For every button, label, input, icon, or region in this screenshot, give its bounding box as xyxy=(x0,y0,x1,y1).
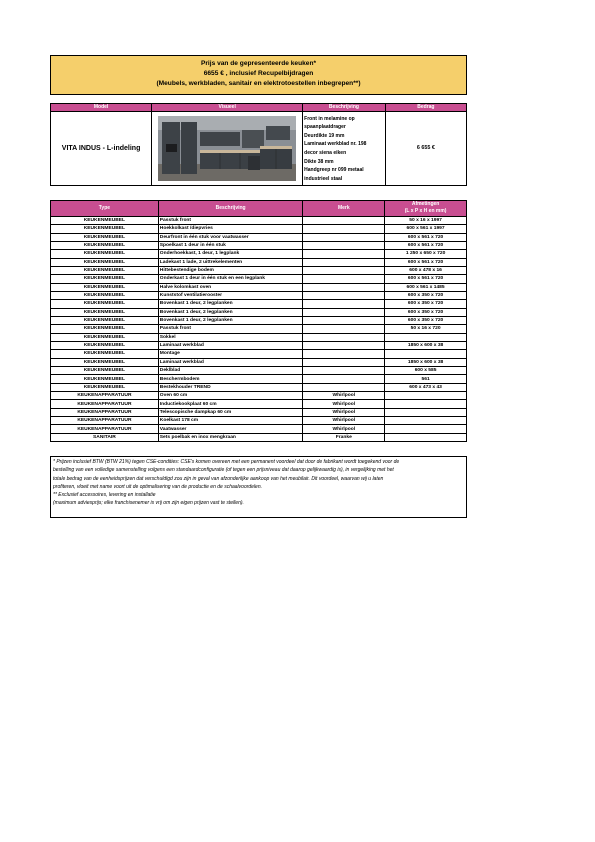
visual-cell xyxy=(152,112,303,186)
item-dimensions xyxy=(385,333,467,341)
item-dimensions: 600 x 561 x 720 xyxy=(385,241,467,249)
item-brand xyxy=(303,358,385,366)
item-type: KEUKENMEUBEL xyxy=(51,291,159,299)
table-row xyxy=(51,266,467,274)
item-dimensions: 600 x 350 x 720 xyxy=(385,300,467,308)
item-type: KEUKENMEUBEL xyxy=(51,283,159,291)
item-description: Koelkast 178 cm xyxy=(158,417,303,425)
item-description: Oven 60 cm xyxy=(158,392,303,400)
item-description: Onderkast 1 deur in één stuk en een legplank xyxy=(158,275,303,283)
table-row xyxy=(51,325,467,333)
item-description: Hittebestendige bodem xyxy=(158,266,303,274)
footnote-line: totale bedrag van de eenheidsprijzen dat verschuldigd zou zijn in geval van afzonderlijke aankoop van het meubilair. Dit voordeel, waarvan wij u laten xyxy=(53,475,384,482)
header-title: Prijs van de gepresenteerde keuken* xyxy=(200,60,317,67)
footnote-line: * Prijzen inclusief BTW (BTW 21%) tegen CSE-condities: CSE's komen overeen met een permanent voordeel dat door de fabrikant wordt toegekend voor de xyxy=(53,459,400,465)
table-row xyxy=(51,291,467,299)
item-dimensions: 600 x 350 x 720 xyxy=(385,308,467,316)
item-brand xyxy=(303,266,385,274)
dimensions-unit: (L x P x H en mm) xyxy=(404,208,447,215)
item-description: Halve kolomkast oven xyxy=(158,283,303,291)
item-type: KEUKENAPPARATUUR xyxy=(51,400,159,408)
item-description: Telescopische dampkap 60 cm xyxy=(158,408,303,416)
item-description: Deklblad xyxy=(158,367,303,375)
item-brand xyxy=(303,316,385,324)
item-dimensions xyxy=(385,400,467,408)
table-row xyxy=(51,433,467,441)
table-row xyxy=(51,383,467,391)
item-brand: Franke xyxy=(303,433,385,441)
item-description: Passtuk front xyxy=(158,325,303,333)
table-row xyxy=(51,408,467,416)
item-description: Sets poelbak en inox mengkraan xyxy=(158,433,303,441)
item-dimensions: 600 x 350 x 720 xyxy=(385,291,467,299)
item-type: KEUKENMEUBEL xyxy=(51,216,159,224)
item-dimensions xyxy=(385,350,467,358)
item-description: Hoekkolkast /diepvries xyxy=(158,225,303,233)
col-visual: Visueel xyxy=(152,104,303,112)
col-description: Beschrijving xyxy=(303,104,386,112)
item-brand: Whirlpool xyxy=(303,425,385,433)
item-description: Bovenkast 1 deur, 2 legplanken xyxy=(158,300,303,308)
item-description: Spoelkast 1 deur in één stuk xyxy=(158,241,303,249)
item-brand xyxy=(303,308,385,316)
item-description: Vaatwasser xyxy=(158,425,303,433)
item-dimensions: 600 x 473 x 43 xyxy=(385,383,467,391)
item-brand xyxy=(303,333,385,341)
item-brand xyxy=(303,350,385,358)
item-type: KEUKENMEUBEL xyxy=(51,325,159,333)
item-type: KEUKENMEUBEL xyxy=(51,300,159,308)
item-description: Ladekast 1 lade, 2 uittrekelementen xyxy=(158,258,303,266)
footnote-line: ** Exclusief accessoires, levering en installatie xyxy=(53,492,156,499)
table-row xyxy=(51,216,467,224)
item-type: KEUKENMEUBEL xyxy=(51,250,159,258)
item-dimensions: 1850 x 600 x 38 xyxy=(385,341,467,349)
item-dimensions: 1850 x 600 x 38 xyxy=(385,358,467,366)
item-type: KEUKENMEUBEL xyxy=(51,308,159,316)
footnote-line: profiteren, vloeit met name voort uit de optimalisering van de productie en de schaalvoordelen. xyxy=(53,483,263,490)
model-name: VITA INDUS - L-indeling xyxy=(51,112,152,186)
item-description: Sokkel xyxy=(158,333,303,341)
dimensions-label: Afmetingen xyxy=(411,201,440,207)
desc-line: Handgreep nr 099 metaal xyxy=(304,167,364,174)
item-dimensions xyxy=(385,433,467,441)
col-type: Type xyxy=(51,201,159,217)
item-description: Deurfront in één stuk voor vaatwasser xyxy=(158,233,303,241)
item-dimensions xyxy=(385,392,467,400)
footnotes xyxy=(50,456,467,518)
item-type: KEUKENAPPARATUUR xyxy=(51,417,159,425)
item-description: Laminaat werkblad xyxy=(158,358,303,366)
item-brand xyxy=(303,383,385,391)
desc-line: Front in melamine op xyxy=(304,115,355,122)
summary-row xyxy=(51,112,467,186)
table-row xyxy=(51,258,467,266)
item-description: Bovenkast 1 deur, 2 legplanken xyxy=(158,316,303,324)
item-dimensions: 600 x 561 x 720 xyxy=(385,258,467,266)
item-type: KEUKENMEUBEL xyxy=(51,350,159,358)
col-amount: Bedrag xyxy=(385,104,466,112)
item-dimensions xyxy=(385,408,467,416)
item-brand xyxy=(303,283,385,291)
item-brand xyxy=(303,258,385,266)
item-brand xyxy=(303,233,385,241)
item-type: KEUKENMEUBEL xyxy=(51,358,159,366)
item-dimensions: 600 x 585 xyxy=(385,367,467,375)
table-row xyxy=(51,300,467,308)
table-row xyxy=(51,358,467,366)
item-brand xyxy=(303,275,385,283)
col-brand: Merk xyxy=(303,201,385,217)
item-brand xyxy=(303,291,385,299)
item-dimensions: 561 xyxy=(385,375,467,383)
table-row xyxy=(51,333,467,341)
item-dimensions: 600 x 350 x 720 xyxy=(385,316,467,324)
item-dimensions: 600 x 561 x 720 xyxy=(385,233,467,241)
desc-line: Deurdikte 19 mm xyxy=(304,132,345,139)
desc-line: industrieel staal xyxy=(304,175,343,182)
col-description: Beschrijving xyxy=(158,201,303,217)
item-description: Passtuk front xyxy=(158,216,303,224)
item-brand xyxy=(303,225,385,233)
col-model: Model xyxy=(51,104,152,112)
table-row xyxy=(51,308,467,316)
table-row xyxy=(51,417,467,425)
item-dimensions xyxy=(385,417,467,425)
item-dimensions: 600 x 561 x 1997 xyxy=(385,225,467,233)
table-row xyxy=(51,275,467,283)
item-brand xyxy=(303,241,385,249)
table-row xyxy=(51,367,467,375)
header-inclusions: (Meubels, werkbladen, sanitair en elektrotoestellen inbegrepen**) xyxy=(156,80,361,87)
footnote-line: bestelling van een volledige samenstelling volgens een standaardconfiguratie (of tegen een prijsniveau dat daarop gelijkwaardig is), in vergelijking met het xyxy=(53,467,394,474)
price-header xyxy=(50,55,467,95)
item-type: KEUKENMEUBEL xyxy=(51,258,159,266)
item-type: KEUKENMEUBEL xyxy=(51,266,159,274)
items-header-row xyxy=(51,201,467,217)
table-row xyxy=(51,316,467,324)
item-dimensions: 600 x 478 x 16 xyxy=(385,266,467,274)
kitchen-image xyxy=(158,116,296,181)
item-description: Kunststof ventilatierooster xyxy=(158,291,303,299)
item-type: KEUKENMEUBEL xyxy=(51,241,159,249)
item-brand xyxy=(303,325,385,333)
item-dimensions: 600 x 561 x 720 xyxy=(385,275,467,283)
desc-line: Laminaat werkblad nr. 198 xyxy=(304,141,367,148)
col-dimensions xyxy=(385,201,467,217)
header-price: 6655 € , inclusief Recupelbijdragen xyxy=(203,70,314,77)
item-type: KEUKENMEUBEL xyxy=(51,275,159,283)
table-row xyxy=(51,375,467,383)
summary-table xyxy=(50,103,467,186)
desc-line: spaanplaatdrager xyxy=(304,124,346,131)
item-type: SANITAIR xyxy=(51,433,159,441)
item-dimensions: 600 x 561 x 1485 xyxy=(385,283,467,291)
item-brand xyxy=(303,250,385,258)
table-row xyxy=(51,400,467,408)
model-price: 6 655 € xyxy=(385,112,466,186)
item-dimensions xyxy=(385,425,467,433)
item-brand xyxy=(303,367,385,375)
model-description xyxy=(303,112,386,186)
item-brand xyxy=(303,216,385,224)
item-brand: Whirlpool xyxy=(303,400,385,408)
item-type: KEUKENMEUBEL xyxy=(51,316,159,324)
table-row xyxy=(51,233,467,241)
item-dimensions: 50 x 16 x 1997 xyxy=(385,216,467,224)
item-type: KEUKENMEUBEL xyxy=(51,333,159,341)
summary-header-row xyxy=(51,104,467,112)
item-type: KEUKENMEUBEL xyxy=(51,233,159,241)
item-description: Montage xyxy=(158,350,303,358)
item-description: Onderhoekkast, 1 deur, 1 legplank xyxy=(158,250,303,258)
item-brand xyxy=(303,375,385,383)
item-type: KEUKENMEUBEL xyxy=(51,383,159,391)
table-row xyxy=(51,241,467,249)
item-description: Laminaat werkblad xyxy=(158,341,303,349)
item-brand xyxy=(303,341,385,349)
item-type: KEUKENMEUBEL xyxy=(51,225,159,233)
item-type: KEUKENAPPARATUUR xyxy=(51,392,159,400)
table-row xyxy=(51,392,467,400)
item-brand xyxy=(303,300,385,308)
desc-line: decor siena eiken xyxy=(304,149,347,156)
table-row xyxy=(51,225,467,233)
item-type: KEUKENMEUBEL xyxy=(51,375,159,383)
desc-line: Dikte 38 mm xyxy=(304,158,334,165)
table-row xyxy=(51,250,467,258)
item-type: KEUKENAPPARATUUR xyxy=(51,425,159,433)
item-description: Bestekhouder TREND xyxy=(158,383,303,391)
footnote-line: (maximum adviesprijs; elke franchisenemer is vrij om zijn eigen prijzen vast te stellen). xyxy=(53,500,244,507)
item-brand: Whirlpool xyxy=(303,417,385,425)
item-type: KEUKENMEUBEL xyxy=(51,341,159,349)
items-body xyxy=(51,216,467,441)
table-row xyxy=(51,283,467,291)
item-dimensions: 1 250 x 650 x 720 xyxy=(385,250,467,258)
item-brand: Whirlpool xyxy=(303,408,385,416)
item-description: Bovenkast 1 deur, 2 legplanken xyxy=(158,308,303,316)
item-type: KEUKENMEUBEL xyxy=(51,367,159,375)
item-type: KEUKENAPPARATUUR xyxy=(51,408,159,416)
table-row xyxy=(51,350,467,358)
table-row xyxy=(51,425,467,433)
item-description: Beschermbodem xyxy=(158,375,303,383)
item-brand: Whirlpool xyxy=(303,392,385,400)
item-description: Inductiekookplaat 60 cm xyxy=(158,400,303,408)
items-table xyxy=(50,200,467,442)
table-row xyxy=(51,341,467,349)
item-dimensions: 50 x 16 x 720 xyxy=(385,325,467,333)
